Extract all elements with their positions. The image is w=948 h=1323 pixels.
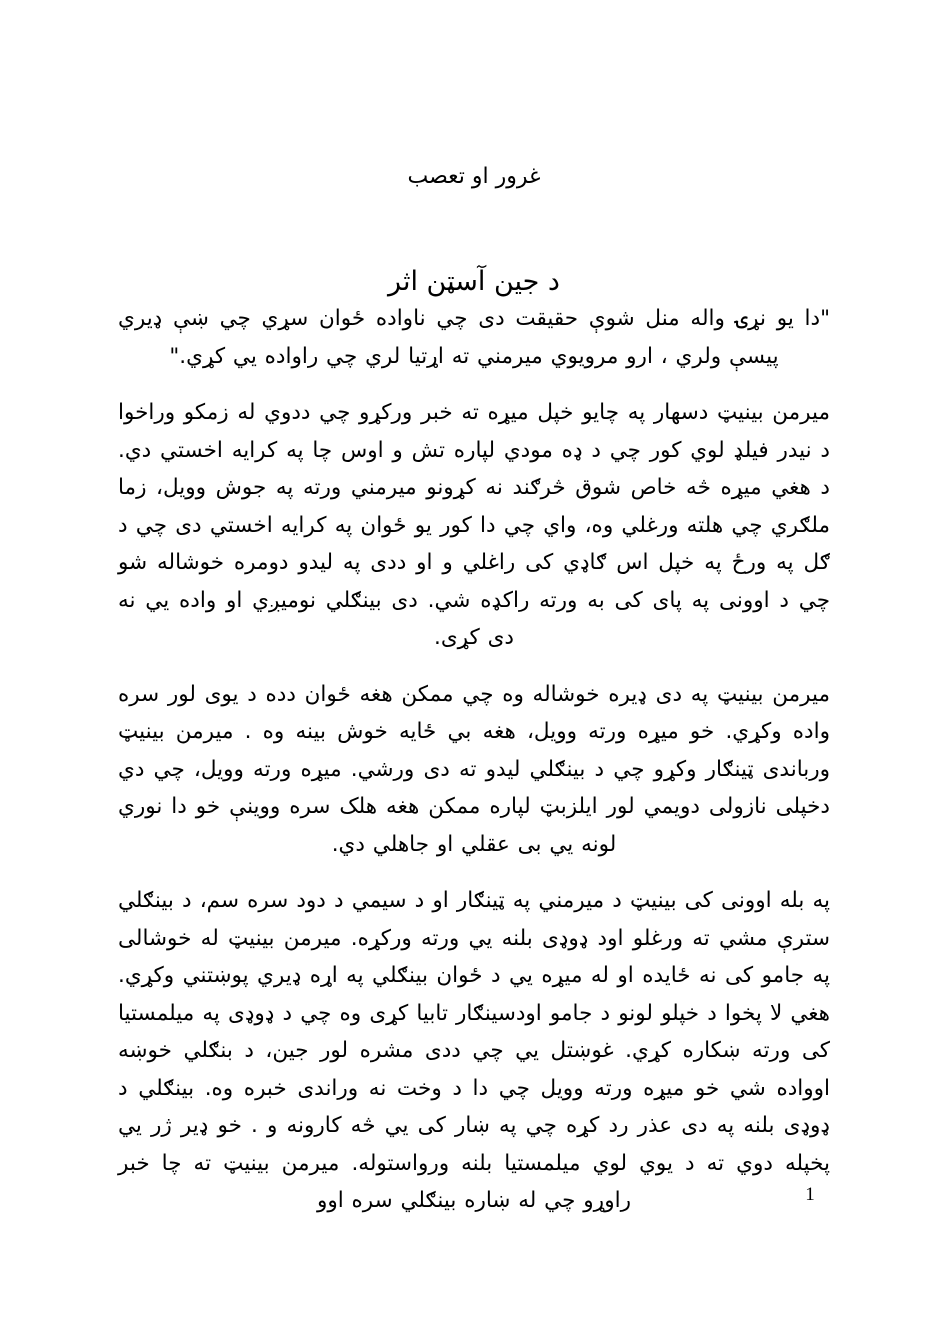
epigraph-paragraph: "دا يو نړۍ واله منل شوې حقيقت دی چي ناواده ځوان سړي چي ښې ډيري پيسې ولري ، ارو مرويوي ميرمني ته اړتيا لري چي راواده يي کړي." (118, 306, 830, 369)
page-title: غرور او تعصب (407, 163, 541, 189)
author-subtitle: د جین آسټن اثر (388, 266, 560, 298)
body-paragraph-1: ميرمن بينيټ دسهار په چايو خپل ميړه ته خبر ورکړو چي ددوي له زمکو وراخوا د نيدر فيلډ لوي کور چي د ډه مودي لپاره تش و اوس چا په کرايه اخستي دي. د هغي ميړه څه خاص شوق څرګند نه کړونو ميرمني ورته په جوش وويل، زما ملګري چي هلته ورغلي وه، واي چي دا کور يو ځوان په کرايه اخستي دی چي د ګل په ورځ په خپل اس ګاډي کی راغلي و او ددی په ليدو دومره خوشاله شو چي د اوونی په پای کی به ورته راکډه شي. دی بينګلي نوميږي او واده يي نه دی کړی. (118, 400, 830, 650)
body-paragraph-2: ميرمن بينيټ په دی ډيره خوشاله وه چي ممکن هغه ځوان دده د يوی لور سره واده وکړي. خو ميړه ورته وويل، هغه بي ځايه خوش بينه وه . ميرمن بينيټ ورباندی ټينګار وکړو چي د بينګلي ليدو ته دی ورشي. ميړه ورته وويل، چي دي دخپلی نازولی دويمي لور ايلزبټ لپاره ممکن هغه هلک سره ووينې خو دا نوري لونه يي بی عقلي او جاهلي دي. (118, 681, 830, 857)
page-number-value: 1 (805, 1184, 815, 1205)
page-number (0, 1183, 948, 1207)
body-text-column (118, 300, 830, 1220)
body-paragraph-3: په بله اوونی کی بينيټ د ميرمني په ټينګار او د سيمي د دود سره سم، د بينګلي سترې مشي ته ورغلو اود ډوډی بلنه يي ورته ورکړه. ميرمن بينيټ له خوشالی په جامو کی نه ځايده او له ميړه يي د ځوان بينګلي په اړه ډيري پوښتني وکړي. هغي لا پخوا د خپلو لونو د جامو اودسينګار تابيا کړی وه چي د ډوډی په ميلمستيا کی ورته ښکاره کړي. غوښتل يي چي ددی مشره لور جين، د بنګلي خوښه اوواده شي خو ميړه ورته وويل چي دا د وخت نه وراندی خبره وه. بينګلي د ډوډی بلنه په دی عذر رد کړه چي په ښار کی يي څه کارونه و . خو ډير ژر يي پخپله دوي ته د يوي لوي ميلمستيا بلنه ورواستوله. ميرمن بينيټ ته چا خبر راوړو چي له ښاره بينګلي سره اوو (118, 888, 830, 1213)
